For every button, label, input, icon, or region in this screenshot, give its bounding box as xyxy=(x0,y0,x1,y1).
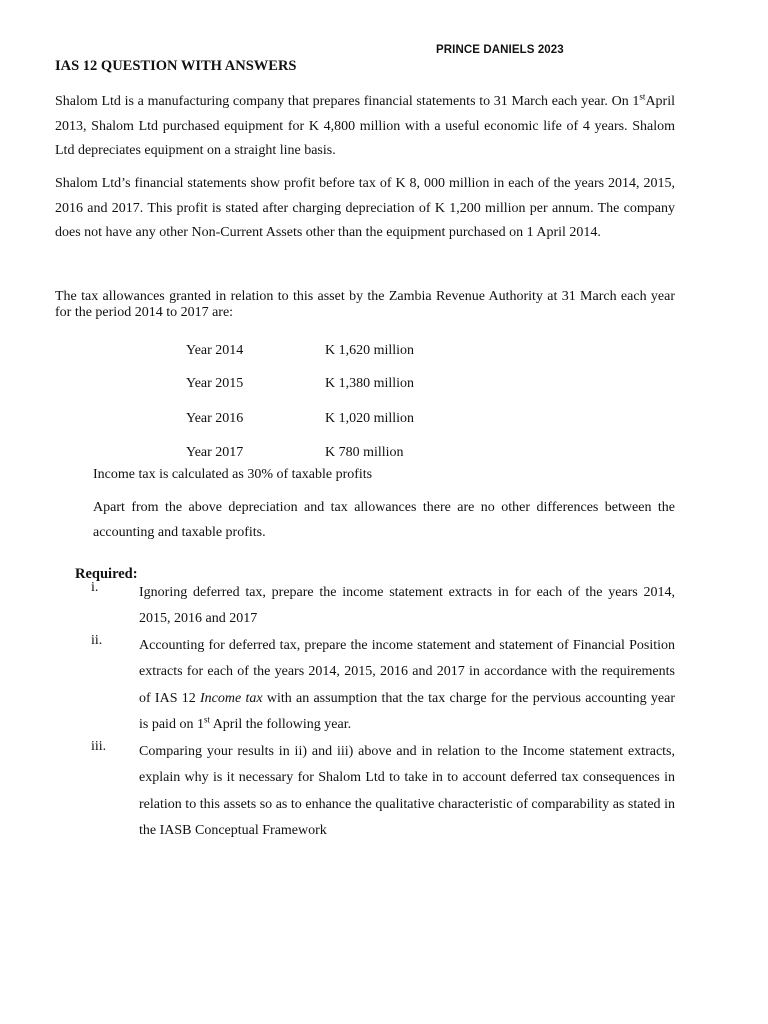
required-ii-italic: Income tax xyxy=(200,690,263,706)
intro-paragraph-2: Shalom Ltd’s financial statements show profit before tax of K 8, 000 million in each of the years 2014, 2015, 2016 and 2017. This profit is stated after charging depreciation of K 1,200 million per annum. The company does not have any other Non-Current Assets other than the equipment purchased on 1 April 2014. xyxy=(55,176,675,240)
required-item-number: ii. xyxy=(91,633,103,648)
required-item-text xyxy=(139,633,675,738)
required-ii-part-a: Accounting for deferred tax, prepare the income statement and statement of Financial Position extracts for each of the years 2014, 2015, 2016 and 2017 in accordance with the requirements of IAS 12 xyxy=(139,638,675,706)
differences-note: Apart from the above depreciation and tax allowances there are no other differences between the accounting and taxable profits. xyxy=(93,500,675,540)
intro-paragraph-3: The tax allowances granted in relation to this asset by the Zambia Revenue Authority at 31 March each year for the period 2014 to 2017 are: xyxy=(55,289,675,320)
intro-p1-end: April 2013, Shalom Ltd purchased equipment for K 4,800 million with a useful economic life of 4 years. Shalom Ltd depreciates equipment on a straight line basis. xyxy=(55,94,675,158)
header-author: PRINCE DANIELS 2023 xyxy=(436,44,564,56)
document-title: IAS 12 QUESTION WITH ANSWERS xyxy=(55,58,297,74)
intro-p1-sup: st xyxy=(639,91,646,102)
required-ii-part-c: April the following year. xyxy=(209,716,352,732)
allowance-year: Year 2017 xyxy=(186,445,244,460)
allowance-year: Year 2016 xyxy=(186,411,244,426)
required-item-text: Ignoring deferred tax, prepare the income statement extracts in for each of the years 2014, 2015, 2016 and 2017 xyxy=(139,585,675,627)
allowance-year: Year 2015 xyxy=(186,376,244,391)
required-ii-sup: st xyxy=(203,714,210,725)
intro-paragraph-1 xyxy=(55,90,675,164)
required-heading: Required: xyxy=(75,566,138,582)
allowance-year: Year 2014 xyxy=(186,343,244,358)
tax-rate-note: Income tax is calculated as 30% of taxable profits xyxy=(93,467,373,482)
required-ii-part-b: with an assumption that the tax charge for the pervious accounting year is paid on 1 xyxy=(139,690,675,732)
required-item-number: i. xyxy=(91,580,99,595)
allowance-amount: K 780 million xyxy=(325,445,404,460)
intro-p1-start: Shalom Ltd is a manufacturing company that prepares financial statements to 31 March each year. On 1 xyxy=(55,94,640,109)
allowance-amount: K 1,620 million xyxy=(325,343,415,358)
required-item-number: iii. xyxy=(91,739,107,754)
required-item-text: Comparing your results in ii) and iii) above and in relation to the Income statement extracts, explain why is it necessary for Shalom Ltd to take in to account deferred tax consequences in relation to this assets so as to enhance the qualitative characteristic of comparability as stated in the IASB Conceptual Framework xyxy=(139,744,675,838)
allowance-amount: K 1,020 million xyxy=(325,411,415,426)
allowance-amount: K 1,380 million xyxy=(325,376,415,391)
